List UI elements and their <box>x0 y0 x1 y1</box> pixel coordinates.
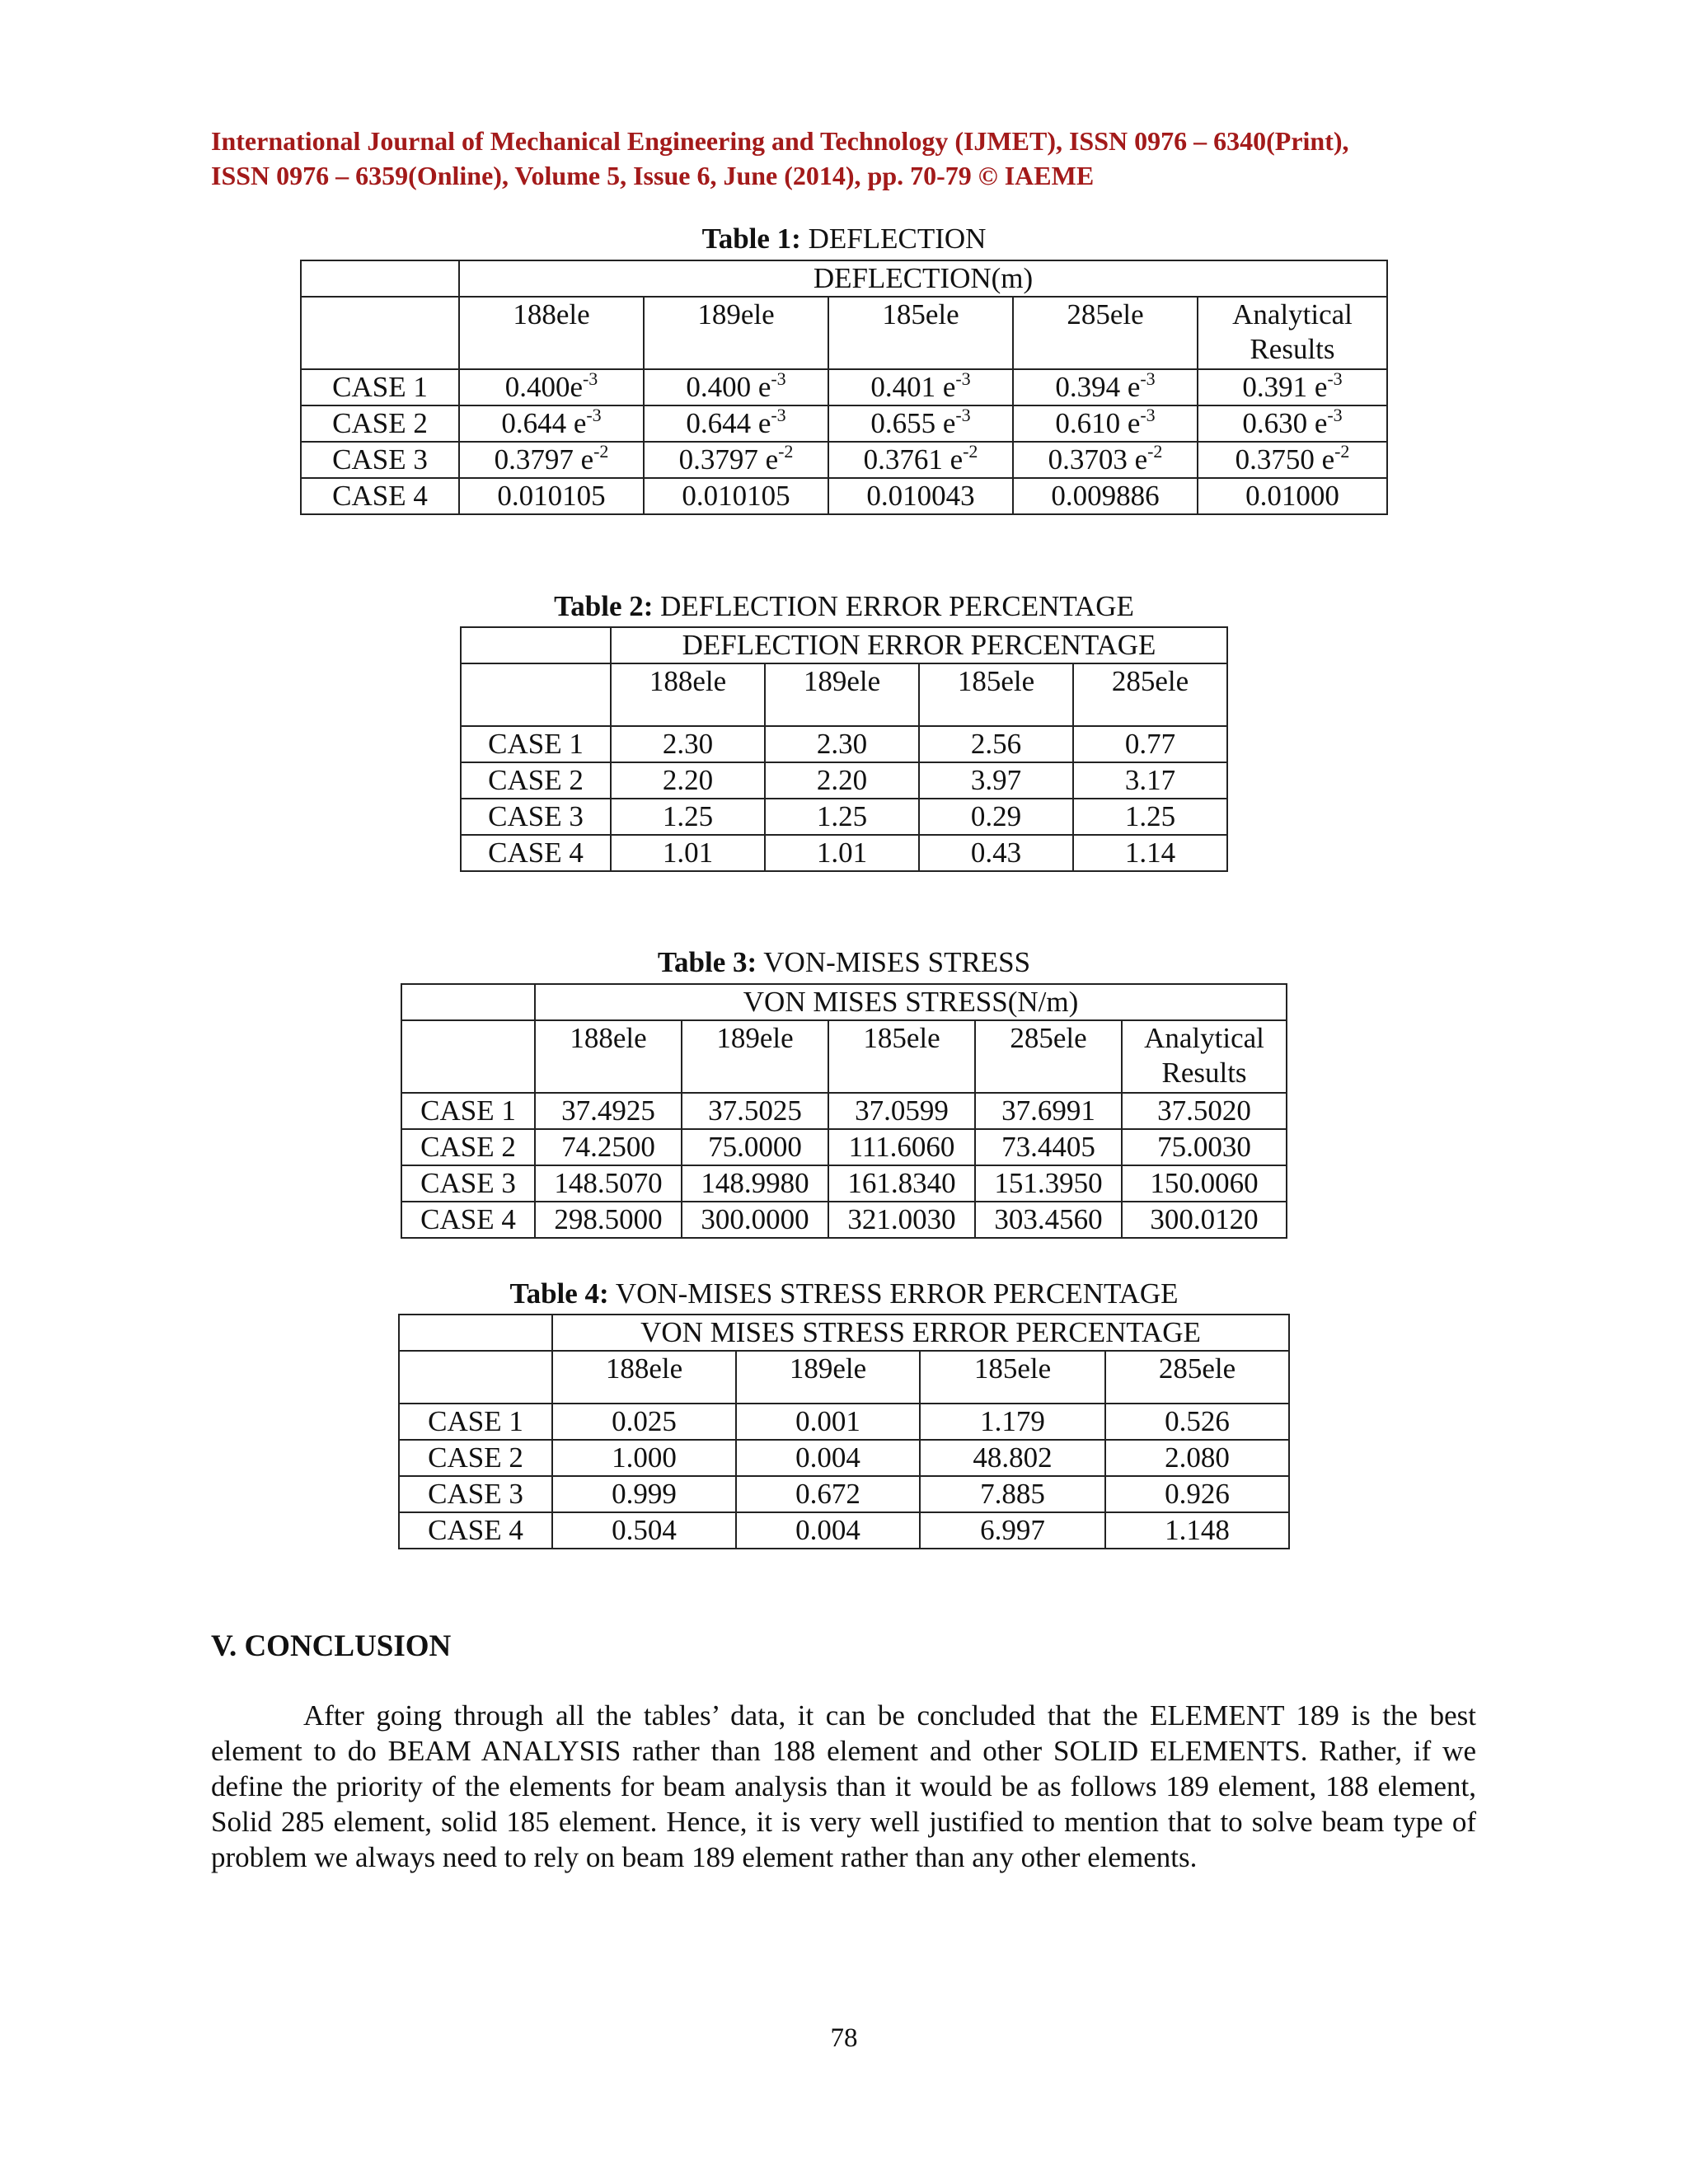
table4-row <box>399 1512 1289 1549</box>
table1-cell: 0.400 $e^{-3}$ <box>644 369 828 405</box>
table4-corner-cell <box>399 1315 552 1351</box>
table4-cell: 0.926 <box>1105 1476 1289 1512</box>
table1-corner-cell <box>301 297 459 369</box>
table1-cell: 0.401 $e^{-3}$ <box>828 369 1013 405</box>
table1-cell: 0.610 $e^{-3}$ <box>1013 405 1198 442</box>
table1-column-header: 185ele <box>828 297 1013 369</box>
table2-row <box>461 726 1227 762</box>
table2-cell: 1.25 <box>765 799 919 835</box>
table3-column-header: Analytical Results <box>1122 1020 1287 1093</box>
table2-corner-cell <box>461 663 611 726</box>
table3-row-label: CASE 2 <box>401 1129 535 1165</box>
table3-row <box>401 1093 1287 1129</box>
table4-row <box>399 1404 1289 1440</box>
table3-cell: 148.5070 <box>535 1165 682 1202</box>
table4-caption-label: Table 4: <box>509 1277 609 1310</box>
table3-row <box>401 1129 1287 1165</box>
table1-row <box>301 405 1387 442</box>
table1-cell: 0.391 $e^{-3}$ <box>1198 369 1387 405</box>
table4-cell: 1.000 <box>552 1440 736 1476</box>
page-number: 78 <box>830 2023 858 2053</box>
table2-column-header: 189ele <box>765 663 919 726</box>
table1-row <box>301 442 1387 478</box>
table3-cell: 37.5025 <box>682 1093 828 1129</box>
table3-cell: 321.0030 <box>828 1202 975 1238</box>
table4-cell: 1.179 <box>920 1404 1105 1440</box>
table3-cell: 37.6991 <box>975 1093 1122 1129</box>
table3-cell: 303.4560 <box>975 1202 1122 1238</box>
table1-cell: 0.394 $e^{-3}$ <box>1013 369 1198 405</box>
table2-cell: 1.01 <box>611 835 765 871</box>
table3-caption <box>0 946 1688 979</box>
table4-column-header: 189ele <box>736 1351 920 1404</box>
table1-caption <box>0 223 1688 255</box>
table2-cell: 2.20 <box>765 762 919 799</box>
table4-caption <box>0 1277 1688 1310</box>
table3-cell: 298.5000 <box>535 1202 682 1238</box>
table4-cell: 0.504 <box>552 1512 736 1549</box>
table1-caption-label: Table 1: <box>701 223 801 255</box>
table3-cell: 75.0030 <box>1122 1129 1287 1165</box>
table2-corner-cell <box>461 627 611 663</box>
table1-cell: 0.655 $e^{-3}$ <box>828 405 1013 442</box>
table4-corner-cell <box>399 1351 552 1404</box>
table2-cell: 1.01 <box>765 835 919 871</box>
table1-cell: 0.009886 <box>1013 478 1198 514</box>
table2-cell: 2.30 <box>611 726 765 762</box>
table4-column-header: 188ele <box>552 1351 736 1404</box>
table3-von-mises-stress <box>401 983 1287 1239</box>
table1-cell: 0.01000 <box>1198 478 1387 514</box>
table2-cell: 0.43 <box>919 835 1073 871</box>
table1-row-label: CASE 4 <box>301 478 459 514</box>
table3-group-header: VON MISES STRESS(N/m) <box>535 984 1287 1020</box>
table4-cell: 6.997 <box>920 1512 1105 1549</box>
table4-row-label: CASE 3 <box>399 1476 552 1512</box>
table1-cell: 0.3797 $e^{-2}$ <box>644 442 828 478</box>
table4-row-label: CASE 4 <box>399 1512 552 1549</box>
journal-header <box>211 124 1477 193</box>
table3-row <box>401 1165 1287 1202</box>
table2-column-header: 188ele <box>611 663 765 726</box>
table2-group-header: DEFLECTION ERROR PERCENTAGE <box>611 627 1227 663</box>
table4-cell: 1.148 <box>1105 1512 1289 1549</box>
table3-cell: 151.3950 <box>975 1165 1122 1202</box>
table1-row <box>301 478 1387 514</box>
table1-cell: 0.630 $e^{-3}$ <box>1198 405 1387 442</box>
table2-column-header: 185ele <box>919 663 1073 726</box>
table1-cell: 0.644 $e^{-3}$ <box>644 405 828 442</box>
table2-row-label: CASE 4 <box>461 835 611 871</box>
table3-column-header: 185ele <box>828 1020 975 1093</box>
table3-cell: 37.0599 <box>828 1093 975 1129</box>
table4-cell: 0.004 <box>736 1512 920 1549</box>
table1-column-header: Analytical Results <box>1198 297 1387 369</box>
table2-cell: 3.17 <box>1073 762 1227 799</box>
table1-row-label: CASE 1 <box>301 369 459 405</box>
table2-cell: 1.25 <box>1073 799 1227 835</box>
table1-column-header: 285ele <box>1013 297 1198 369</box>
table1-cell: 0.010043 <box>828 478 1013 514</box>
table4-cell: 0.025 <box>552 1404 736 1440</box>
table1-cell: 0.3797 $e^{-2}$ <box>459 442 644 478</box>
table4-row-label: CASE 1 <box>399 1404 552 1440</box>
table3-caption-text: VON-MISES STRESS <box>763 946 1031 978</box>
conclusion-heading: V. CONCLUSION <box>211 1629 452 1663</box>
table3-row-label: CASE 1 <box>401 1093 535 1129</box>
table4-group-header: VON MISES STRESS ERROR PERCENTAGE <box>552 1315 1289 1351</box>
table2-deflection-error <box>460 626 1228 872</box>
table2-row <box>461 835 1227 871</box>
table4-cell: 7.885 <box>920 1476 1105 1512</box>
table3-cell: 75.0000 <box>682 1129 828 1165</box>
table2-row <box>461 799 1227 835</box>
table3-corner-cell <box>401 984 535 1020</box>
table1-cell: $0.400e^{-3}$ <box>459 369 644 405</box>
table3-column-header: 188ele <box>535 1020 682 1093</box>
table1-group-header: DEFLECTION(m) <box>459 260 1387 297</box>
table4-cell: 48.802 <box>920 1440 1105 1476</box>
table2-cell: 1.25 <box>611 799 765 835</box>
table2-cell: 0.77 <box>1073 726 1227 762</box>
table2-row <box>461 762 1227 799</box>
table1-deflection <box>300 260 1388 515</box>
table2-caption-label: Table 2: <box>554 590 654 622</box>
table2-cell: 3.97 <box>919 762 1073 799</box>
table4-cell: 0.526 <box>1105 1404 1289 1440</box>
table3-row-label: CASE 3 <box>401 1165 535 1202</box>
table2-cell: 2.20 <box>611 762 765 799</box>
table4-row <box>399 1440 1289 1476</box>
table4-cell: 0.004 <box>736 1440 920 1476</box>
table1-column-header: 189ele <box>644 297 828 369</box>
table1-cell: 0.3750 $e^{-2}$ <box>1198 442 1387 478</box>
table2-column-header: 285ele <box>1073 663 1227 726</box>
table4-column-header: 285ele <box>1105 1351 1289 1404</box>
table1-row-label: CASE 2 <box>301 405 459 442</box>
table4-row-label: CASE 2 <box>399 1440 552 1476</box>
table2-caption <box>0 590 1688 623</box>
table3-row-label: CASE 4 <box>401 1202 535 1238</box>
table2-cell: 1.14 <box>1073 835 1227 871</box>
table3-column-header: 285ele <box>975 1020 1122 1093</box>
table1-cell: 0.3703 $e^{-2}$ <box>1013 442 1198 478</box>
table3-column-header: 189ele <box>682 1020 828 1093</box>
table3-cell: 150.0060 <box>1122 1165 1287 1202</box>
table4-cell: 0.672 <box>736 1476 920 1512</box>
table3-cell: 161.8340 <box>828 1165 975 1202</box>
table2-cell: 0.29 <box>919 799 1073 835</box>
table3-row <box>401 1202 1287 1238</box>
table1-caption-text: DEFLECTION <box>808 223 987 255</box>
table3-cell: 74.2500 <box>535 1129 682 1165</box>
table4-row <box>399 1476 1289 1512</box>
table1-cell: 0.644 $e^{-3}$ <box>459 405 644 442</box>
table3-cell: 148.9980 <box>682 1165 828 1202</box>
table1-cell: 0.3761 $e^{-2}$ <box>828 442 1013 478</box>
table3-cell: 37.4925 <box>535 1093 682 1129</box>
table1-cell: 0.010105 <box>644 478 828 514</box>
table2-row-label: CASE 1 <box>461 726 611 762</box>
table2-cell: 2.56 <box>919 726 1073 762</box>
table3-cell: 37.5020 <box>1122 1093 1287 1129</box>
conclusion-paragraph: After going through all the tables’ data, it can be concluded that the ELEMENT 189 is the best element to do BEAM ANALYSIS rather than 188 element and other SOLID ELEMENTS. Rather, if we define the priority of the elements for beam analysis than it would be as follows 189 element, 188 element, Solid 285 element, solid 185 element. Hence, it is very well justified to mention that to solve beam type of problem we always need to rely on beam 189 element rather than any other elements. <box>211 1699 1476 1873</box>
table4-cell: 2.080 <box>1105 1440 1289 1476</box>
table3-cell: 73.4405 <box>975 1129 1122 1165</box>
table3-cell: 300.0120 <box>1122 1202 1287 1238</box>
table1-row <box>301 369 1387 405</box>
table3-corner-cell <box>401 1020 535 1093</box>
table4-von-mises-stress-error <box>398 1314 1290 1549</box>
table1-cell: 0.010105 <box>459 478 644 514</box>
table2-caption-text: DEFLECTION ERROR PERCENTAGE <box>660 590 1134 622</box>
table3-caption-label: Table 3: <box>657 946 757 978</box>
table3-cell: 300.0000 <box>682 1202 828 1238</box>
table1-column-header: 188ele <box>459 297 644 369</box>
table2-row-label: CASE 2 <box>461 762 611 799</box>
table1-corner-cell <box>301 260 459 297</box>
journal-header-line-2: ISSN 0976 – 6359(Online), Volume 5, Issue 6, June (2014), pp. 70-79 © IAEME <box>211 161 1095 190</box>
table4-caption-text: VON-MISES STRESS ERROR PERCENTAGE <box>615 1277 1179 1310</box>
table3-cell: 111.6060 <box>828 1129 975 1165</box>
journal-header-line-1: International Journal of Mechanical Engineering and Technology (IJMET), ISSN 0976 – 6340(Print), <box>211 126 1349 156</box>
table2-cell: 2.30 <box>765 726 919 762</box>
table2-row-label: CASE 3 <box>461 799 611 835</box>
table4-column-header: 185ele <box>920 1351 1105 1404</box>
table4-cell: 0.999 <box>552 1476 736 1512</box>
table1-row-label: CASE 3 <box>301 442 459 478</box>
table4-cell: 0.001 <box>736 1404 920 1440</box>
